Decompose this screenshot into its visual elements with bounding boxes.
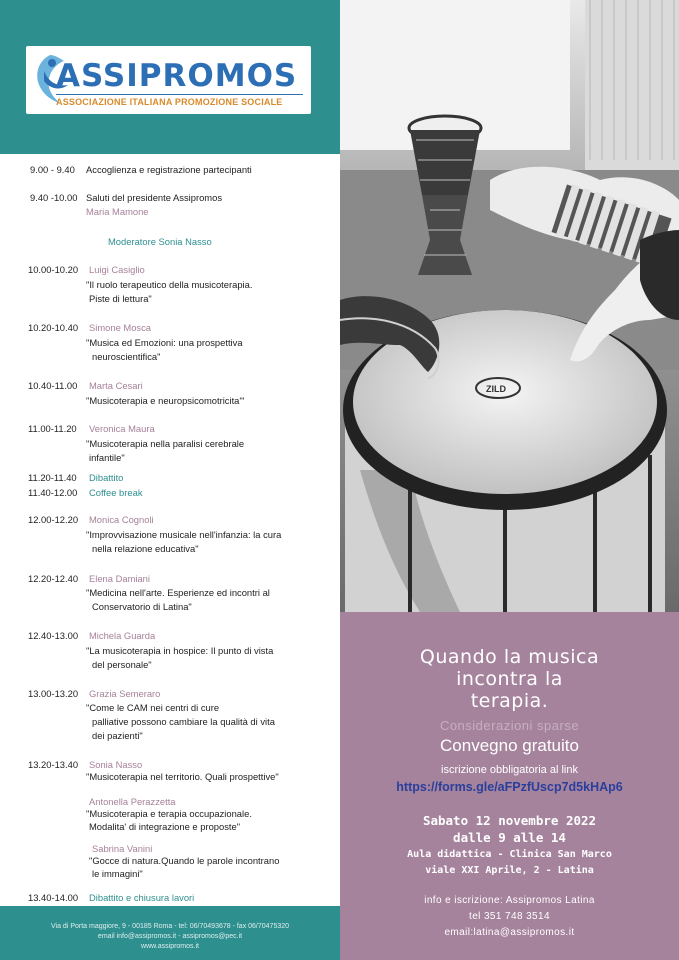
- program-title: "Medicina nell'arte. Esperienze ed incontri al: [86, 587, 270, 598]
- logo-subtitle: ASSOCIAZIONE ITALIANA PROMOZIONE SOCIALE: [56, 97, 283, 107]
- program-time: 11.00-11.20: [28, 423, 77, 434]
- drum-photo: [340, 0, 679, 612]
- program-title: Modalita' di integrazione e proposte": [89, 821, 241, 832]
- event-date: Sabato 12 novembre 2022: [422, 813, 597, 828]
- program-title: "Musica ed Emozioni: una prospettiva: [86, 337, 243, 348]
- program-title: Conservatorio di Latina": [92, 601, 192, 612]
- program-title: infantile": [89, 452, 125, 463]
- event-phone[interactable]: tel 351 748 3514: [469, 911, 550, 922]
- footer: [0, 906, 340, 960]
- program-title: "Come le CAM nei centri di cure: [86, 702, 220, 713]
- event-email[interactable]: email:latina@assipromos.it: [444, 927, 575, 938]
- event-headline: Quando la musica: [419, 646, 600, 668]
- logo-name: ASSIPROMOS: [56, 58, 298, 94]
- program-speaker: Veronica Maura: [89, 423, 155, 434]
- program-time: 13.20-13.40: [28, 759, 79, 770]
- program-time: 10.00-10.20: [28, 264, 79, 275]
- program-time: 11.20-11.40: [28, 472, 77, 483]
- event-headline: incontra la: [456, 668, 563, 690]
- drum-photo-illustration: [340, 0, 679, 612]
- program-row: [30, 163, 75, 176]
- registration-link[interactable]: https://forms.gle/aFPzfUscp7d5kHAp6: [396, 780, 623, 794]
- logo-divider: [56, 94, 303, 95]
- program-time: 12.00-12.20: [28, 514, 79, 525]
- program-title: dei pazienti": [92, 730, 143, 741]
- program-title: "Musicoterapia nel territorio. Quali prospettive": [86, 771, 279, 782]
- program-speaker: Sabrina Vanini: [92, 843, 153, 854]
- program-title: Accoglienza e registrazione partecipanti: [86, 164, 252, 175]
- program-speaker: Grazia Semeraro: [89, 688, 161, 699]
- moderator: Moderatore Sonia Nasso: [108, 236, 212, 247]
- program-speaker: Elena Damiani: [89, 573, 150, 584]
- event-headline: terapia.: [470, 690, 549, 712]
- program-title: "Musicoterapia e neuropsicomotricita'": [86, 395, 245, 406]
- event-hours: dalle 9 alle 14: [453, 830, 566, 845]
- program-time: 13.40-14.00: [28, 892, 79, 903]
- footer-email[interactable]: email info@assipromos.it - assipromos@pec.it: [97, 933, 243, 940]
- footer-address: Via di Porta maggiore, 9 - 00185 Roma - tel: 06/70493678 - fax 06/70475320: [50, 923, 290, 930]
- program-title: "La musicoterapia in hospice: Il punto di vista: [86, 645, 274, 656]
- program-time: 12.20-12.40: [28, 573, 79, 584]
- drum-badge: ZILD: [486, 384, 506, 394]
- program-time: 9.00 - 9.40: [30, 164, 75, 175]
- program-break: Dibattito: [89, 472, 124, 483]
- program-time: 9.40 -10.00: [30, 192, 78, 203]
- program-speaker: Monica Cognoli: [89, 514, 154, 525]
- program-schedule: [0, 154, 340, 906]
- program-title: "Gocce di natura.Quando le parole incontrano: [89, 855, 280, 866]
- event-venue: Aula didattica - Clinica San Marco: [407, 849, 612, 860]
- event-subtitle: Considerazioni sparse: [439, 718, 580, 733]
- program-speaker: Michela Guarda: [89, 630, 156, 641]
- program-title: del personale": [92, 659, 152, 670]
- program-speaker: Antonella Perazzetta: [89, 796, 176, 807]
- program-title: "Musicoterapia nella paralisi cerebrale: [86, 438, 245, 449]
- program-time: 11.40-12.00: [28, 487, 78, 498]
- logo: [26, 46, 311, 114]
- program-title: "Improvvisazione musicale nell'infanzia: la cura: [86, 529, 282, 540]
- event-registration: iscrizione obbligatoria al link: [441, 764, 578, 776]
- header-band: [0, 0, 340, 154]
- program-title: palliative possono cambiare la qualità di vita: [92, 716, 275, 727]
- program-speaker: Marta Cesari: [89, 380, 143, 391]
- program-title: "Il ruolo terapeutico della musicoterapia.: [86, 279, 253, 290]
- program-closing: Dibattito e chiusura lavori: [89, 892, 195, 903]
- program-title: "Musicoterapia e terapia occupazionale.: [86, 808, 252, 819]
- program-speaker: Maria Mamone: [86, 206, 149, 217]
- program-time: 12.40-13.00: [28, 630, 79, 641]
- program-speaker: Luigi Casiglio: [89, 264, 145, 275]
- program-time: 13.00-13.20: [28, 688, 79, 699]
- program-break: Coffee break: [89, 487, 143, 498]
- program-time: 10.20-10.40: [28, 322, 79, 333]
- event-panel: [340, 612, 679, 960]
- event-info: info e iscrizione: Assipromos Latina: [424, 895, 595, 906]
- program-title: neuroscientifica": [92, 351, 161, 362]
- program-title: le immagini": [92, 868, 143, 879]
- program-speaker: Simone Mosca: [89, 322, 152, 333]
- program-speaker: Sonia Nasso: [89, 759, 143, 770]
- footer-website[interactable]: www.assipromos.it: [141, 943, 199, 950]
- program-title: nella relazione educativa": [92, 543, 199, 554]
- event-free: Convegno gratuito: [440, 736, 579, 755]
- program-title: Piste di lettura": [89, 293, 152, 304]
- program-title: Saluti del presidente Assipromos: [86, 192, 223, 203]
- program-time: 10.40-11.00: [28, 380, 78, 391]
- event-address: viale XXI Aprile, 2 - Latina: [425, 865, 594, 876]
